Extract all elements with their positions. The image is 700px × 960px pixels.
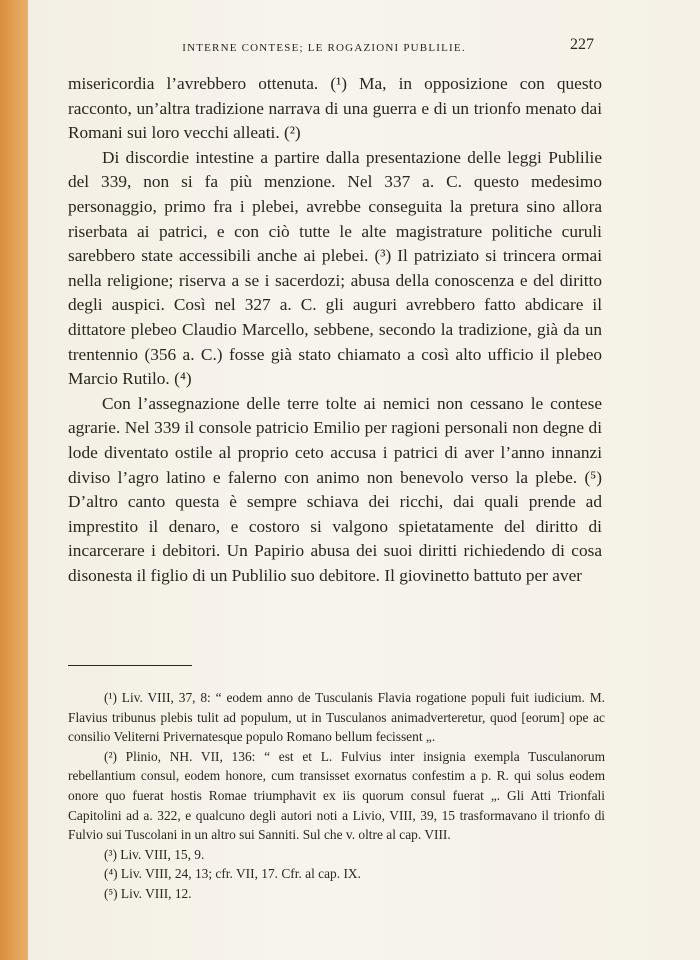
paragraph-2: Di discordie intestine a partire dalla presentazione delle leggi Publilie del 339, non si fa più menzione. Nel 337 a. C. questo medesimo personaggio, primo fra i plebei, avrebbe conseguita la pretura sino allora riserbata ai patrici, e con ciò tutte le alte magistrature politiche curuli sarebbero state accessibili anche ai plebei. (³) Il patriziato si trincera ormai nella religione; riserva a se i sacerdozi; abusa della conoscenza e del diritto degli auspici. Così nel 327 a. C. gli auguri avrebbero fatto abdicare il dittatore plebeo Claudio Marcello, sebbene, secondo la tradizione, già da un trentennio (356 a. C.) fosse già stato chiamato a così alto ufficio il plebeo Marcio Rutilo. (⁴): [68, 147, 602, 389]
paragraph-3: Con l’assegnazione delle terre tolte ai nemici non cessano le contese agrarie. Nel 339 il console patricio Emilio per ragioni personali non degne di lode diventato ostile al proprio ceto accusa i patrici di aver l’anno innanzi diviso l’agro latino e falerno con animo non benevolo verso la plebe. (⁵) D’altro canto questa è sempre schiava dei ricchi, dai quali prende ad imprestito il denaro, e costoro si valgono spietatamente del diritto di incarcerare i debitori. Un Papirio abusa dei suoi diritti richiedendo di cosa disonesta il figlio di un Publilio suo debitore. Il giovinetto battuto per aver: [68, 393, 602, 585]
footnote-2: (²) Plinio, NH. VII, 136: “ est et L. Fulvius inter insignia exempla Tusculanorum rebellantium consul, eodem honore, cum transisset exornatus confestim a p. R. qui solus eodem onore quo fuerat hostis Romae triumphavit ex iis quorum consul fuerat „. Gli Atti Trionfali Capitolini ad a. 322, e qualcuno degli autori noti a Livio, VIII, 39, 15 trasformavano il trionfo di Fulvio sui Tuscolani in un altro sui Sanniti. Sul che v. oltre al cap. VIII.: [68, 748, 605, 843]
page-number: 227: [570, 36, 594, 53]
footnote-separator: [68, 665, 192, 666]
footnotes: [68, 688, 605, 904]
footnote-1: (¹) Liv. VIII, 37, 8: “ eodem anno de Tusculanis Flavia rogatione populi fuit iudicium. M. Flavius tribunus plebis tulit ad populum, ut in Tusculanos animadverteretur, quod [eorum] ope ac consilio Veliterni Privernatesque populo Romano bellum fecissent „.: [68, 690, 605, 745]
paragraph-1: misericordia l’avrebbero ottenuta. (¹) Ma, in opposizione con questo racconto, un’altra tradizione narrava di una guerra e di un trionfo menato dai Romani sui loro vecchi alleati. (²): [68, 74, 602, 143]
footnote-4: (⁴) Liv. VIII, 24, 13; cfr. VII, 17. Cfr. al cap. IX.: [104, 866, 361, 882]
running-title: INTERNE CONTESE; LE ROGAZIONI PUBLILIE.: [182, 42, 466, 54]
page-edge-shadow: [0, 0, 28, 960]
footnote-3: (³) Liv. VIII, 15, 9.: [104, 846, 205, 862]
main-text: [68, 72, 602, 588]
footnote-5: (⁵) Liv. VIII, 12.: [104, 885, 192, 901]
